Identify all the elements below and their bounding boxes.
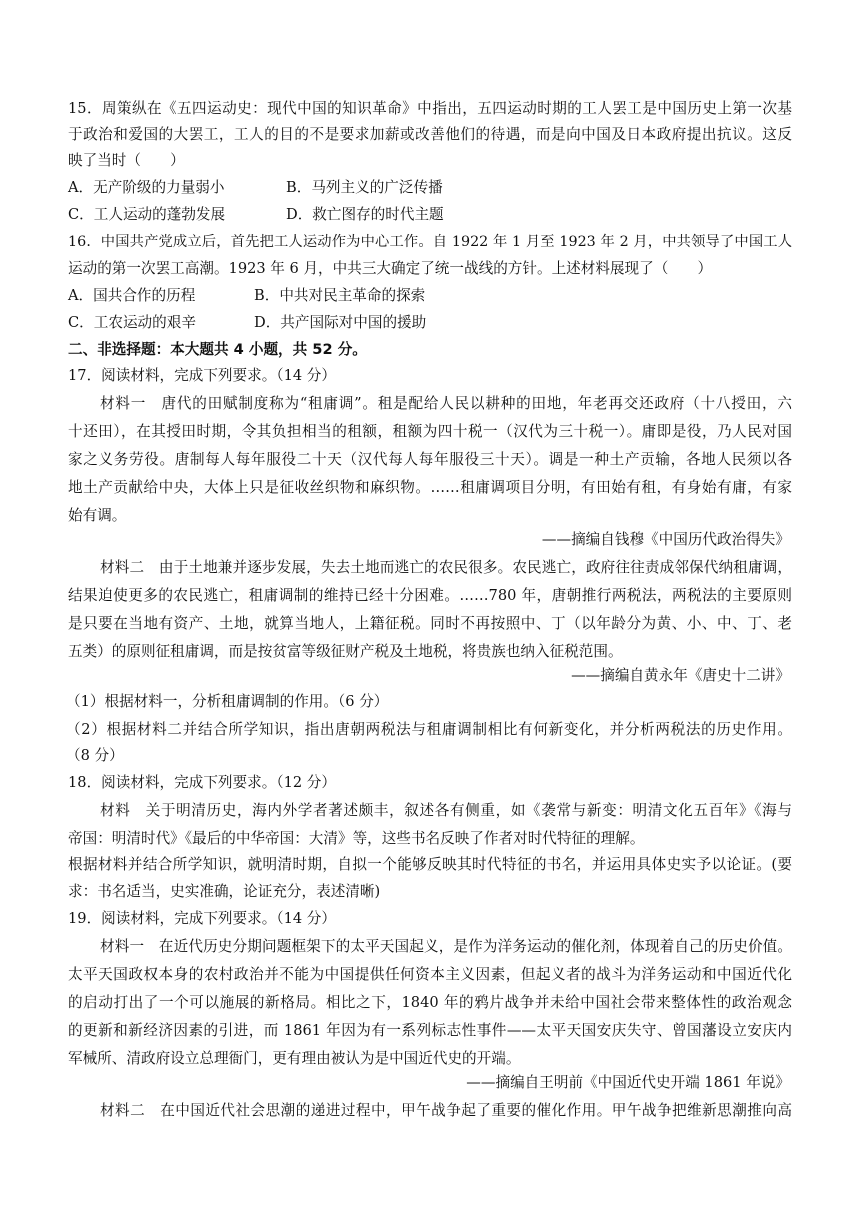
q18-ask-line-1: 根据材料并结合所学知识，就明清时期，自拟一个能够反映其时代特征的书名，并运用具体史实予以论证。(要 xyxy=(68,856,792,873)
q19-material1-line: 材料一 在近代历史分期问题框架下的太平天国起义，是作为洋务运动的催化剂，体现着自己的历史价值。 xyxy=(100,938,792,955)
q17-material1-line: 家之义务劳役。唐制每人每年服役二十天（汉代每人每年服役三十天）。调是一种土产贡输，各地人民须以各 xyxy=(68,451,792,468)
q18-material-line-1: 材料 关于明清历史，海内外学者著述颇丰，叙述各有侧重，如《袭常与新变：明清文化五百年》《海与 xyxy=(100,802,792,819)
q15-stem-line-1: 15．周策纵在《五四运动史：现代中国的知识革命》中指出，五四运动时期的工人罢工是中国历史上第一次基 xyxy=(68,100,792,117)
q16-stem-line-2: 运动的第一次罢工高潮。1923 年 6 月，中共三大确定了统一战线的方针。上述材料展现了（ ） xyxy=(68,260,713,277)
q17-ask-2: （2）根据材料二并结合所学知识，指出唐朝两税法与租庸调制相比有何新变化，并分析两税法的历史作用。 xyxy=(66,721,792,738)
q19-material2-line: 材料二 在中国近代社会思潮的递进过程中，甲午战争起了重要的催化作用。甲午战争把维新思潮推向高 xyxy=(100,1102,792,1119)
q19-source1: ——摘编自王明前《中国近代史开端 1861 年说》 xyxy=(466,1074,790,1091)
q15-stem-line-3: 映了当时（ ） xyxy=(68,152,185,169)
q17-material2-line: 结果迫使更多的农民逃亡，租庸调制的维持已经十分困难。……780 年，唐朝推行两税法，两税法的主要原则 xyxy=(68,587,792,604)
q17-material2-line: 是只要在当地有资产、土地，就算当地人，上籍征税。同时不再按照中、丁（以年龄分为黄、小、中、丁、老 xyxy=(68,615,792,632)
q19-title: 19．阅读材料，完成下列要求。（14 分） xyxy=(68,910,336,927)
q16-option-c: C．工农运动的艰辛 xyxy=(68,314,196,331)
q17-ask-2-points: （8 分） xyxy=(66,747,124,764)
q15-option-d: D．救亡图存的时代主题 xyxy=(286,206,444,223)
q18-material-line-2: 帝国：明清时代》《最后的中华帝国：大清》等，这些书名反映了作者对时代特征的理解。 xyxy=(68,830,645,847)
q17-ask-1: （1）根据材料一，分析租庸调制的作用。（6 分） xyxy=(66,693,389,710)
q16-option-a: A．国共合作的历程 xyxy=(68,287,196,304)
q15-stem-line-2: 于政治和爱国的大罢工，工人的目的不是要求加薪或改善他们的待遇，而是向中国及日本政府提出抗议。这反 xyxy=(68,126,792,143)
q17-material1-line: 地土产贡献给中央，大体上只是征收丝织物和麻织物。……租庸调项目分明，有田始有租，有身始有庸，有家 xyxy=(68,479,792,496)
q19-material1-line: 的更新和新经济因素的引进，而 1861 年因为有一系列标志性事件——太平天国安庆失守、曾国藩设立安庆内 xyxy=(68,1022,792,1039)
q16-option-b: B．中共对民主革命的探索 xyxy=(254,287,426,304)
q17-material2-line: 材料二 由于土地兼并逐步发展，失去土地而逃亡的农民很多。农民逃亡，政府往往责成邻保代纳租庸调， xyxy=(100,559,792,576)
q19-material1-line: 的启动打出了一个可以施展的新格局。相比之下，1840 年的鸦片战争并未给中国社会带来整体性的政治观念 xyxy=(68,994,792,1011)
q18-title: 18．阅读材料，完成下列要求。（12 分） xyxy=(68,774,336,791)
q19-material1-line: 军械所、清政府设立总理衙门，更有理由被认为是中国近代史的开端。 xyxy=(68,1050,521,1067)
section-heading: 二、非选择题：本大题共 4 小题，共 52 分。 xyxy=(68,341,367,358)
q17-material1-line: 材料一 唐代的田赋制度称为“租庸调”。租是配给人民以耕种的田地，年老再交还政府（十八授田，六 xyxy=(100,395,792,412)
q15-option-a: A．无产阶级的力量弱小 xyxy=(68,179,225,196)
q17-material1-line: 十还田），在其授田时期，令其负担相当的租额，租额为四十税一（汉代为三十税一）。庸即是役，乃人民对国 xyxy=(68,423,792,440)
q18-ask-line-2: 求：书名适当，史实准确，论证充分，表述清晰) xyxy=(68,883,381,900)
q19-material1-line: 太平天国政权本身的农村政治并不能为中国提供任何资本主义因素，但起义者的战斗为洋务运动和中国近代化 xyxy=(68,966,792,983)
q17-source2: ——摘编自黄永年《唐史十二讲》 xyxy=(571,667,790,684)
q15-option-b: B．马列主义的广泛传播 xyxy=(286,179,443,196)
q17-source1: ——摘编自钱穆《中国历代政治得失》 xyxy=(541,531,790,548)
q17-material2-line: 五类）的原则征租庸调，而是按贫富等级征财产税及土地税，将贵族也纳入征税范围。 xyxy=(68,643,623,660)
q15-option-c: C．工人运动的蓬勃发展 xyxy=(68,206,226,223)
q16-stem-line-1: 16．中国共产党成立后，首先把工人运动作为中心工作。自 1922 年 1 月至 1923 年 2 月，中共领导了中国工人 xyxy=(68,234,792,250)
q17-material1-line: 始有调。 xyxy=(68,507,127,524)
q17-title: 17．阅读材料，完成下列要求。（14 分） xyxy=(68,367,336,384)
q16-option-d: D．共产国际对中国的援助 xyxy=(254,314,427,331)
